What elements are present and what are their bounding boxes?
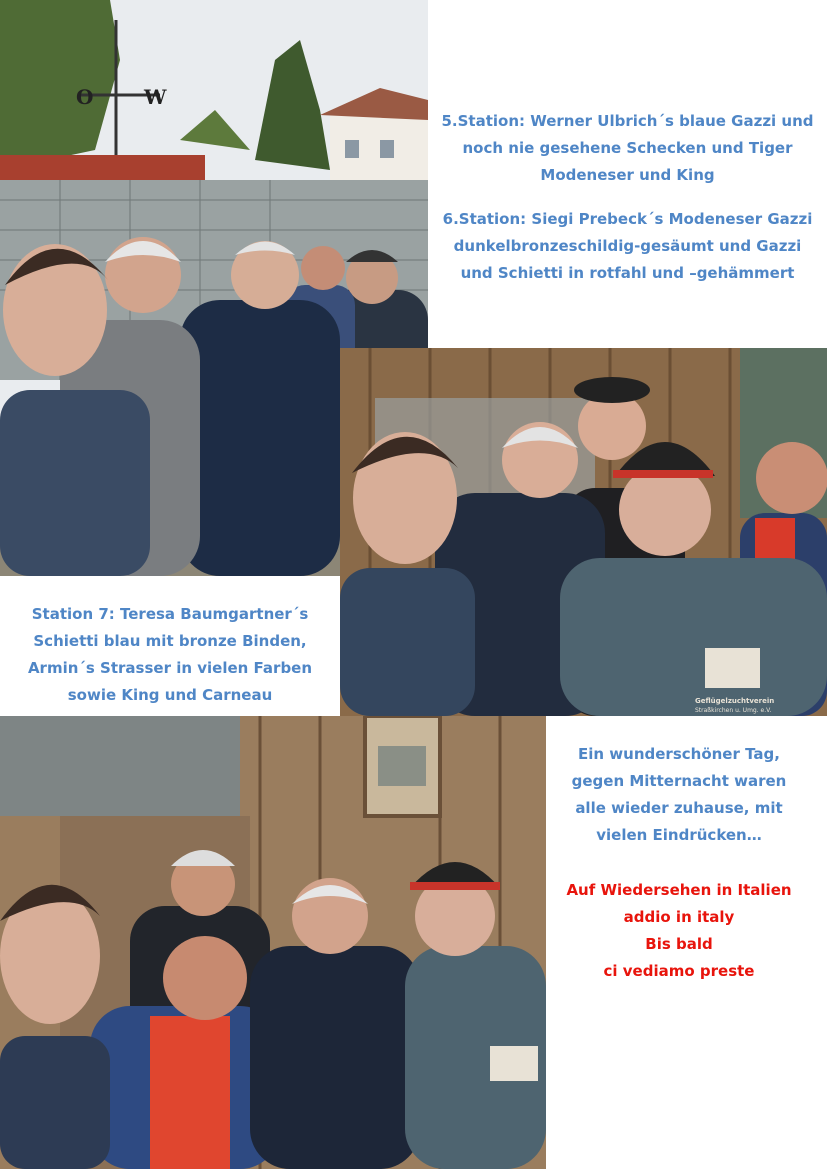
caption-line: sowie King und Carneau [67, 686, 273, 704]
caption-line: alle wieder zuhause, mit [575, 799, 783, 817]
caption-line: Modeneser und King [540, 166, 715, 184]
caption-line: Schietti blau mit bronze Binden, [33, 632, 307, 650]
caption-line: Station 7: Teresa Baumgartner´s [31, 605, 309, 623]
caption-line: Auf Wiedersehen in Italien [566, 881, 792, 899]
caption-line: addio in italy [623, 908, 735, 926]
caption-line: Bis bald [645, 935, 713, 953]
caption-line: 6.Station: Siegi Prebeck´s Modeneser Gazzi [442, 210, 813, 228]
caption-line: und Schietti in rotfahl und –gehämmert [460, 264, 795, 282]
caption-line: Armin´s Strasser in vielen Farben [27, 659, 313, 677]
photo-station-7 [0, 716, 546, 1169]
caption-station-6 [428, 206, 827, 287]
caption-station-5 [428, 108, 827, 189]
jacket-badge-club: Geflügelzuchtverein [695, 697, 775, 705]
caption-line: gegen Mitternacht waren [571, 772, 787, 790]
caption-line: vielen Eindrücken… [596, 826, 762, 844]
caption-closing [546, 741, 812, 849]
caption-line: dunkelbronzeschildig-gesäumt und Gazzi [453, 237, 802, 255]
jacket-badge-place: Straßkirchen u. Umg. e.V. [695, 707, 772, 714]
weathervane-letter-w: W [144, 85, 167, 109]
caption-line: 5.Station: Werner Ulbrich´s blaue Gazzi und [441, 112, 814, 130]
caption-farewell [546, 877, 812, 985]
caption-line: ci vediamo preste [603, 962, 755, 980]
caption-line: Ein wunderschöner Tag, [578, 745, 780, 763]
photo-station-6 [340, 348, 827, 716]
caption-station-7 [0, 601, 340, 709]
caption-line: noch nie gesehene Schecken und Tiger [462, 139, 793, 157]
weathervane-letter-o: O [76, 85, 94, 109]
